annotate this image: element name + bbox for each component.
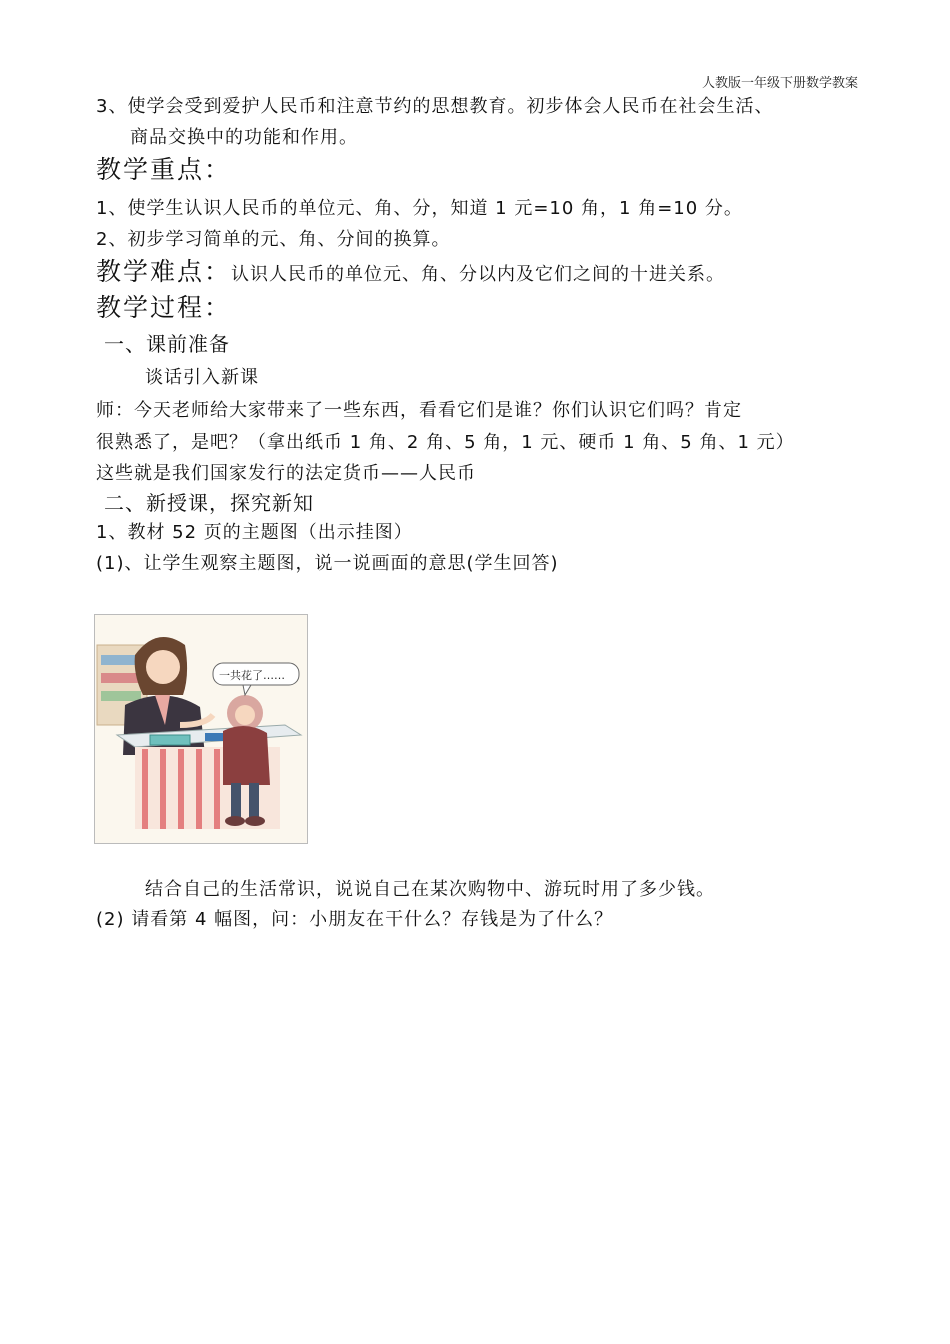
item-2: (2) 请看第 4 幅图，问：小朋友在干什么？存钱是为了什么？ — [96, 909, 614, 930]
speech-bubble-text: 一共花了…… — [219, 669, 285, 682]
teacher-line-1: 师：今天老师给大家带来了一些东西，看看它们是谁？你们认识它们吗？肯定 — [96, 400, 742, 421]
item-1: 1、教材 52 页的主题图（出示挂图） — [96, 522, 413, 543]
key-points-heading: 教学重点： — [96, 155, 232, 184]
item-1-1: (1)、让学生观察主题图，说一说画面的意思(学生回答) — [96, 553, 559, 574]
process-heading: 教学过程： — [96, 293, 232, 322]
after-picture-line: 结合自己的生活常识，说说自己在某次购物中、游玩时用了多少钱。 — [145, 879, 715, 900]
intro-line: 谈话引入新课 — [145, 367, 259, 388]
goal-3-line-2: 商品交换中的功能和作用。 — [130, 127, 358, 148]
key-point-1: 1、使学生认识人民币的单位元、角、分，知道 1 元=10 角，1 角=10 分。 — [96, 198, 743, 219]
shopping-scene-svg — [95, 615, 307, 843]
page-header: 人教版一年级下册数学教案 — [701, 76, 858, 91]
difficulty-text: 认识人民币的单位元、角、分以内及它们之间的十进关系。 — [231, 264, 726, 285]
teacher-line-3: 这些就是我们国家发行的法定货币——人民币 — [96, 463, 476, 484]
section-2-heading: 二、新授课，探究新知 — [104, 491, 314, 515]
difficulty-heading — [96, 252, 725, 288]
shopping-illustration — [94, 614, 308, 844]
goal-3-line-1: 3、使学会受到爱护人民币和注意节约的思想教育。初步体会人民币在社会生活、 — [96, 96, 774, 117]
key-point-2: 2、初步学习简单的元、角、分间的换算。 — [96, 229, 451, 250]
difficulty-title: 教学难点： — [96, 257, 232, 286]
teacher-line-2: 很熟悉了，是吧？（拿出纸币 1 角、2 角、5 角，1 元、硬币 1 角、5 角、1 元） — [96, 432, 795, 453]
section-1-heading: 一、课前准备 — [104, 332, 230, 356]
